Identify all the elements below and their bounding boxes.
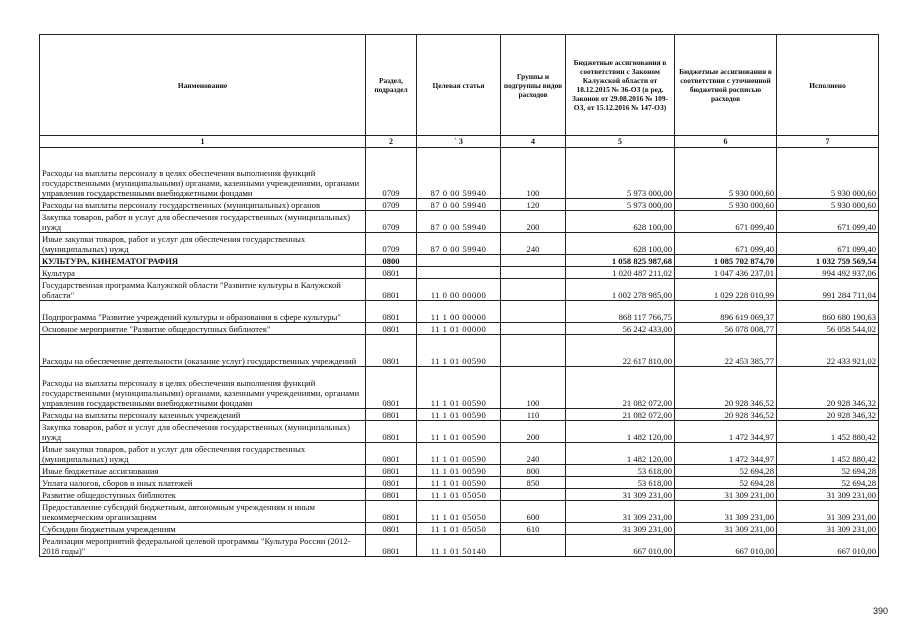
row-executed-amount: 52 694,28 <box>777 477 879 489</box>
table-row <box>40 148 879 199</box>
row-group: 800 <box>501 465 566 477</box>
row-section: 0801 <box>366 367 417 409</box>
row-law-amount: 1 020 487 211,02 <box>566 267 675 279</box>
row-section: 0801 <box>366 301 417 323</box>
row-section: 0801 <box>366 335 417 367</box>
row-target: 11 1 01 00590 <box>417 335 501 367</box>
row-target: 11 1 01 00590 <box>417 443 501 465</box>
table-row <box>40 421 879 443</box>
row-section: 0801 <box>366 421 417 443</box>
row-group: 610 <box>501 523 566 535</box>
page-number: 390 <box>872 606 888 616</box>
row-refined-amount: 20 928 346,52 <box>675 409 777 421</box>
row-name: Расходы на выплаты персоналу государственных (муниципальных) органов <box>40 199 366 211</box>
row-refined-amount: 1 029 228 010,99 <box>675 279 777 301</box>
row-name: Закупка товаров, работ и услуг для обеспечения государственных (муниципальных) нужд <box>40 421 366 443</box>
row-name: Подпрограмма "Развитие учреждений культуры и образования в сфере культуры" <box>40 301 366 323</box>
row-refined-amount: 896 619 069,37 <box>675 301 777 323</box>
row-section: 0709 <box>366 199 417 211</box>
table-row <box>40 477 879 489</box>
row-executed-amount: 860 680 190,63 <box>777 301 879 323</box>
row-name: Расходы на выплаты персоналу в целях обеспечения выполнения функций государственными (муниципальными) органами, казенными учреждениями, органами управления государственными внебюджетными фондами <box>40 148 366 199</box>
row-refined-amount: 1 472 344,97 <box>675 421 777 443</box>
row-executed-amount: 52 694,28 <box>777 465 879 477</box>
header-refined: Бюджетные ассигнования в соответствии с уточненной бюджетной росписью расходов <box>675 35 777 136</box>
row-law-amount: 628 100,00 <box>566 211 675 233</box>
row-law-amount: 22 617 810,00 <box>566 335 675 367</box>
row-section: 0801 <box>366 279 417 301</box>
row-refined-amount: 31 309 231,00 <box>675 489 777 501</box>
row-refined-amount: 22 453 385,77 <box>675 335 777 367</box>
row-section: 0801 <box>366 477 417 489</box>
row-name: Расходы на выплаты персоналу в целях обеспечения выполнения функций государственными (муниципальными) органами, казенными учреждениями, органами управления государственными внебюджетными фондами <box>40 367 366 409</box>
row-section: 0801 <box>366 409 417 421</box>
row-section: 0801 <box>366 267 417 279</box>
table-row <box>40 335 879 367</box>
table-row <box>40 211 879 233</box>
row-executed-amount: 31 309 231,00 <box>777 523 879 535</box>
row-section: 0709 <box>366 211 417 233</box>
row-executed-amount: 1 452 880,42 <box>777 421 879 443</box>
row-law-amount: 21 082 072,00 <box>566 409 675 421</box>
table-row <box>40 199 879 211</box>
header-row <box>40 35 879 136</box>
row-refined-amount: 1 085 702 874,70 <box>675 255 777 267</box>
row-executed-amount: 991 284 711,04 <box>777 279 879 301</box>
row-name: КУЛЬТУРА, КИНЕМАТОГРАФИЯ <box>40 255 366 267</box>
table-row <box>40 535 879 557</box>
row-group <box>501 255 566 267</box>
row-target: 11 1 01 05050 <box>417 489 501 501</box>
row-target: 11 1 00 00000 <box>417 301 501 323</box>
row-refined-amount: 31 309 231,00 <box>675 523 777 535</box>
table-row <box>40 367 879 409</box>
row-refined-amount: 1 472 344,97 <box>675 443 777 465</box>
row-target: 11 0 00 00000 <box>417 279 501 301</box>
table-row <box>40 233 879 255</box>
row-law-amount: 53 618,00 <box>566 465 675 477</box>
row-name: Государственная программа Калужской области "Развитие культуры в Калужской области" <box>40 279 366 301</box>
row-law-amount: 868 117 766,75 <box>566 301 675 323</box>
row-executed-amount: 1 032 759 569,54 <box>777 255 879 267</box>
row-name: Основное мероприятие "Развитие общедоступных библиотек" <box>40 323 366 335</box>
row-refined-amount: 5 930 000,60 <box>675 199 777 211</box>
row-group: 110 <box>501 409 566 421</box>
row-name: Развитие общедоступных библиотек <box>40 489 366 501</box>
row-target: 11 1 01 00590 <box>417 477 501 489</box>
col-number: 5 <box>566 136 675 148</box>
row-section: 0801 <box>366 443 417 465</box>
row-law-amount: 5 973 000,00 <box>566 148 675 199</box>
col-number: 1 <box>40 136 366 148</box>
table-row <box>40 409 879 421</box>
row-refined-amount: 31 309 231,00 <box>675 501 777 523</box>
row-executed-amount: 671 099,40 <box>777 211 879 233</box>
row-section: 0709 <box>366 148 417 199</box>
row-name: Расходы на обеспечение деятельности (оказание услуг) государственных учреждений <box>40 335 366 367</box>
header-target: Целевая статья <box>417 35 501 136</box>
row-section: 0801 <box>366 489 417 501</box>
row-group: 100 <box>501 367 566 409</box>
row-refined-amount: 671 099,40 <box>675 211 777 233</box>
row-group <box>501 535 566 557</box>
row-group: 240 <box>501 233 566 255</box>
row-law-amount: 667 010,00 <box>566 535 675 557</box>
row-law-amount: 53 618,00 <box>566 477 675 489</box>
row-law-amount: 31 309 231,00 <box>566 501 675 523</box>
row-law-amount: 31 309 231,00 <box>566 523 675 535</box>
table-row <box>40 279 879 301</box>
row-group: 200 <box>501 211 566 233</box>
row-group: 850 <box>501 477 566 489</box>
row-executed-amount: 5 930 000,60 <box>777 148 879 199</box>
row-law-amount: 5 973 000,00 <box>566 199 675 211</box>
row-refined-amount: 52 694,28 <box>675 477 777 489</box>
row-group <box>501 279 566 301</box>
row-group: 600 <box>501 501 566 523</box>
header-group: Группы и подгруппы видов расходов <box>501 35 566 136</box>
row-target: 87 0 00 59940 <box>417 233 501 255</box>
row-target: 87 0 00 59940 <box>417 148 501 199</box>
row-refined-amount: 52 694,28 <box>675 465 777 477</box>
row-name: Расходы на выплаты персоналу казенных учреждений <box>40 409 366 421</box>
row-target: 11 1 01 05050 <box>417 501 501 523</box>
row-target: 11 1 01 00000 <box>417 323 501 335</box>
row-executed-amount: 671 099,40 <box>777 233 879 255</box>
row-executed-amount: 31 309 231,00 <box>777 489 879 501</box>
row-target: 87 0 00 59940 <box>417 211 501 233</box>
row-name: Субсидии бюджетным учреждениям <box>40 523 366 535</box>
row-law-amount: 1 058 825 987,68 <box>566 255 675 267</box>
row-name: Культура <box>40 267 366 279</box>
row-law-amount: 1 482 120,00 <box>566 421 675 443</box>
row-section: 0801 <box>366 535 417 557</box>
row-law-amount: 1 002 278 985,00 <box>566 279 675 301</box>
row-group <box>501 323 566 335</box>
row-group: 240 <box>501 443 566 465</box>
row-executed-amount: 667 010,00 <box>777 535 879 557</box>
row-name: Реализация мероприятий федеральной целевой программы "Культура России (2012-2018 годы)" <box>40 535 366 557</box>
row-refined-amount: 56 078 008,77 <box>675 323 777 335</box>
row-section: 0709 <box>366 233 417 255</box>
row-target: 11 1 01 00590 <box>417 421 501 443</box>
row-law-amount: 1 482 120,00 <box>566 443 675 465</box>
budget-table <box>39 34 879 557</box>
row-law-amount: 56 242 433,00 <box>566 323 675 335</box>
row-group: 200 <box>501 421 566 443</box>
row-target: 11 1 01 00590 <box>417 409 501 421</box>
row-group <box>501 489 566 501</box>
row-target: 11 1 01 50140 <box>417 535 501 557</box>
row-executed-amount: 5 930 000,60 <box>777 199 879 211</box>
table-row <box>40 523 879 535</box>
col-number: ` 3 <box>417 136 501 148</box>
row-target: 87 0 00 59940 <box>417 199 501 211</box>
row-refined-amount: 667 010,00 <box>675 535 777 557</box>
row-group: 100 <box>501 148 566 199</box>
table-row <box>40 301 879 323</box>
row-refined-amount: 20 928 346,52 <box>675 367 777 409</box>
row-law-amount: 31 309 231,00 <box>566 489 675 501</box>
row-section: 0800 <box>366 255 417 267</box>
col-number: 7 <box>777 136 879 148</box>
row-law-amount: 628 100,00 <box>566 233 675 255</box>
row-name: Уплата налогов, сборов и иных платежей <box>40 477 366 489</box>
row-target: 11 1 01 05050 <box>417 523 501 535</box>
table-row <box>40 489 879 501</box>
row-section: 0801 <box>366 523 417 535</box>
row-section: 0801 <box>366 465 417 477</box>
table-row <box>40 323 879 335</box>
header-name: Наименование <box>40 35 366 136</box>
row-name: Иные бюджетные ассигнования <box>40 465 366 477</box>
header-law: Бюджетные ассигнования в соответствии с Законом Калужской области от 18.12.2015 № 36-ОЗ (в ред. Законов от 29.08.2016 № 109-ОЗ, от 15.12.2016 № 147-ОЗ) <box>566 35 675 136</box>
row-target <box>417 267 501 279</box>
header-executed: Исполнено <box>777 35 879 136</box>
row-executed-amount: 20 928 346,32 <box>777 409 879 421</box>
row-section: 0801 <box>366 501 417 523</box>
row-refined-amount: 671 099,40 <box>675 233 777 255</box>
row-executed-amount: 20 928 346,32 <box>777 367 879 409</box>
column-number-row <box>40 136 879 148</box>
col-number: 2 <box>366 136 417 148</box>
table-row <box>40 267 879 279</box>
row-group <box>501 335 566 367</box>
row-target: 11 1 01 00590 <box>417 465 501 477</box>
row-executed-amount: 31 309 231,00 <box>777 501 879 523</box>
row-executed-amount: 1 452 880,42 <box>777 443 879 465</box>
row-refined-amount: 1 047 436 237,01 <box>675 267 777 279</box>
row-name: Предоставление субсидий бюджетным, автономным учреждениям и иным некоммерческим организациям <box>40 501 366 523</box>
header-section: Раздел, подраздел <box>366 35 417 136</box>
row-name: Иные закупки товаров, работ и услуг для обеспечения государственных (муниципальных) нужд <box>40 443 366 465</box>
row-target: 11 1 01 00590 <box>417 367 501 409</box>
row-name: Иные закупки товаров, работ и услуг для обеспечения государственных (муниципальных) нужд <box>40 233 366 255</box>
row-name: Закупка товаров, работ и услуг для обеспечения государственных (муниципальных) нужд <box>40 211 366 233</box>
row-group <box>501 301 566 323</box>
col-number: 6 <box>675 136 777 148</box>
row-executed-amount: 22 433 921,02 <box>777 335 879 367</box>
row-group: 120 <box>501 199 566 211</box>
row-executed-amount: 56 058 544,02 <box>777 323 879 335</box>
row-group <box>501 267 566 279</box>
row-section: 0801 <box>366 323 417 335</box>
row-law-amount: 21 082 072,00 <box>566 367 675 409</box>
table-row <box>40 255 879 267</box>
table-row <box>40 465 879 477</box>
col-number: 4 <box>501 136 566 148</box>
table-row <box>40 443 879 465</box>
table-row <box>40 501 879 523</box>
row-executed-amount: 994 492 937,06 <box>777 267 879 279</box>
row-target <box>417 255 501 267</box>
row-refined-amount: 5 930 000,60 <box>675 148 777 199</box>
